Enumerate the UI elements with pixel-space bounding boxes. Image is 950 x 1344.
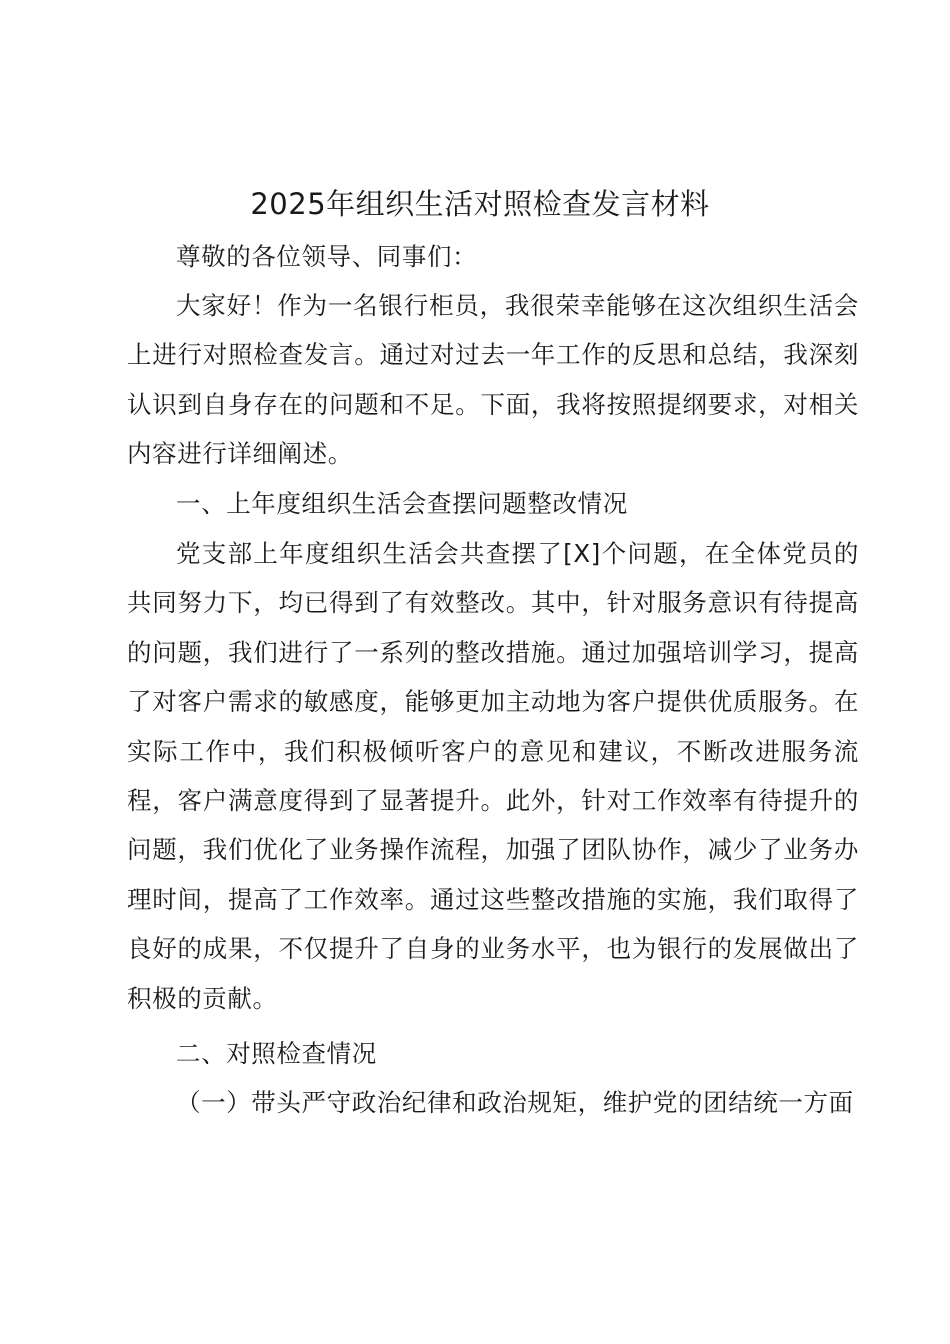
salutation: 尊敬的各位领导、同事们： — [176, 242, 478, 271]
section-1-body: 党支部上年度组织生活会共查摆了[X]个问题，在全体党员的共同努力下，均已得到了有效整改。其中，针对服务意识有待提高的问题，我们进行了一系列的整改措施。通过加强培训学习，提高了对客户需求的敏感度，能够更加主动地为客户提供优质服务。在实际工作中，我们积极倾听客户的意见和建议，不断改进服务流程，客户满意度得到了显著提升。此外，针对工作效率有待提升的问题，我们优化了业务操作流程，加强了团队协作，减少了业务办理时间，提高了工作效率。通过这些整改措施的实施，我们取得了良好的成果，不仅提升了自身的业务水平，也为银行的发展做出了积极的贡献。 — [127, 539, 859, 1013]
section-2-heading: 二、对照检查情况 — [176, 1039, 377, 1068]
subsection-1-heading: （一）带头严守政治纪律和政治规矩，维护党的团结统一方面 — [176, 1088, 854, 1117]
section-1-heading: 一、上年度组织生活会查摆问题整改情况 — [176, 489, 628, 518]
intro-paragraph: 大家好！作为一名银行柜员，我很荣幸能够在这次组织生活会上进行对照检查发言。通过对过去一年工作的反思和总结，我深刻认识到自身存在的问题和不足。下面，我将按照提纲要求，对相关内容进行详细阐述。 — [127, 291, 859, 469]
document-title: 2025年组织生活对照检查发言材料 — [250, 187, 710, 221]
